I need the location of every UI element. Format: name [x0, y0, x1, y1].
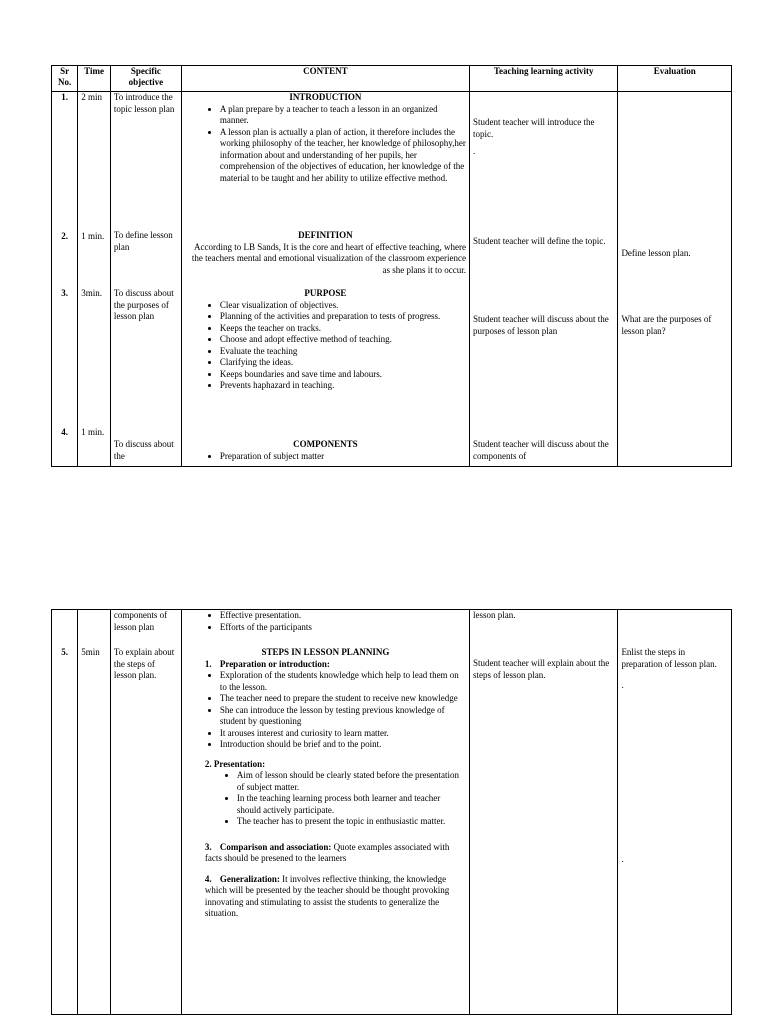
list-item: • Planning of the activities and preparation to tests of progress.	[220, 311, 466, 323]
row-activity: Student teacher will discuss about the purposes of lesson plan	[473, 314, 609, 336]
list-item: • In the teaching learning process both learner and teacher should actively participate.	[237, 793, 466, 816]
header-objective: Specific objective	[110, 66, 181, 92]
list-item: • It arouses interest and curiosity to learn matter.	[220, 728, 466, 740]
list-item: • Evaluate the teaching	[220, 346, 466, 358]
step-text: It involves reflective thinking, the knowledge which will be presented by the teacher should be thought provoking innovating and stimulating to assist the students to generalize the situation.	[204, 873, 450, 918]
list-item: • Efforts of the participants	[220, 622, 466, 634]
step-title: Comparison and association:	[219, 841, 332, 852]
list-item: • Aim of lesson should be clearly stated before the presentation of subject matter.	[237, 770, 466, 793]
row-sr: 1.	[61, 92, 68, 102]
row-evaluation: Define lesson plan.	[621, 248, 691, 258]
step-text: Quote examples associated with facts should be presened to the learners	[204, 841, 450, 863]
list-item: • Choose and adopt effective method of teaching.	[220, 334, 466, 346]
row-activity: lesson plan.	[473, 610, 516, 620]
header-activity: Teaching learning activity	[470, 66, 618, 92]
row-activity: Student teacher will define the topic.	[473, 236, 606, 246]
table-row	[52, 610, 732, 1015]
step-number: 3.	[204, 841, 212, 852]
list-item: • Keeps boundaries and save time and labours.	[220, 369, 466, 381]
row-objective: To introduce the topic lesson plan	[113, 92, 175, 114]
row-activity: Student teacher will introduce the topic.	[473, 117, 595, 139]
row-sr: 5.	[61, 647, 68, 657]
header-time: Time	[78, 66, 111, 92]
section-heading: STEPS IN LESSON PLANNING	[261, 647, 390, 657]
row-sr: 2.	[61, 230, 68, 241]
row-time: 5min	[81, 647, 100, 657]
list-item: • A lesson plan is actually a plan of action, it therefore includes the working philosophy of the teacher, her knowledge of philosophy,her information about and understanding of her pupils, her comprehension of the objectives of education, her knowledge of the material to be taught and her ability to utilize effective method.	[220, 127, 466, 185]
row-objective: To explain about the steps of lesson plan.	[113, 647, 175, 680]
step-number: 1.	[204, 658, 212, 669]
evaluation-mark: .	[621, 853, 624, 864]
row-activity-extra: .	[473, 146, 476, 156]
content-block-components	[185, 439, 466, 462]
list-item: • Keeps the teacher on tracks.	[220, 323, 466, 335]
list-item: • Prevents haphazard in teaching.	[220, 380, 466, 392]
list-item: • A plan prepare by a teacher to teach a lesson in an organized manner.	[220, 104, 466, 127]
header-content: CONTENT	[181, 66, 469, 92]
row-time: 1 min.	[81, 230, 105, 241]
row-activity: Student teacher will explain about the steps of lesson plan.	[473, 658, 610, 680]
step-number: 4.	[204, 873, 212, 884]
row-objective: To discuss about the	[113, 439, 174, 461]
list-item: • Effective presentation.	[220, 610, 466, 622]
lesson-plan-table-page-1	[51, 65, 732, 467]
content-block-purpose	[185, 288, 466, 439]
step-title: Generalization:	[219, 873, 280, 884]
list-item: • The teacher has to present the topic in enthusiastic matter.	[237, 816, 466, 828]
row-time: 2 min	[81, 92, 102, 102]
list-item: • The teacher need to prepare the student to receive new knowledge	[220, 693, 466, 705]
row-sr: 3.	[61, 288, 68, 298]
content-block-definition	[185, 230, 466, 288]
list-item: • Clear visualization of objectives.	[220, 300, 466, 312]
row-evaluation: What are the purposes of lesson plan?	[621, 314, 712, 336]
row-time: 1 min.	[81, 426, 105, 437]
row-activity: Student teacher will discuss about the components of	[473, 439, 609, 461]
table-header-row	[52, 66, 732, 92]
list-item: • Clarifying the ideas.	[220, 357, 466, 369]
row-sr: 4.	[61, 426, 68, 437]
row-evaluation: Enlist the steps in preparation of lesson plan.	[621, 647, 717, 669]
row-objective: components of lesson plan	[113, 610, 168, 632]
content-block-components-cont	[185, 610, 466, 647]
definition-text: According to LB Sands, It is the core and heart of effective teaching, where the teachers mental and emotional visualization of the classroom experience as she plans it to occur.	[191, 241, 466, 275]
header-evaluation: Evaluation	[618, 66, 732, 92]
list-item: • Exploration of the students knowledge which help to lead them on to the lesson.	[220, 670, 466, 693]
header-sr: Sr No.	[52, 66, 78, 92]
row-objective: To define lesson plan	[113, 230, 173, 252]
list-item: • Preparation of subject matter	[220, 451, 466, 463]
list-item: • Introduction should be brief and to the point.	[220, 739, 466, 751]
content-block-steps	[185, 647, 466, 920]
row-time: 3min.	[81, 288, 102, 298]
lesson-plan-table-page-2	[51, 609, 732, 1015]
content-block-introduction	[185, 92, 466, 230]
section-heading: DEFINITION	[298, 230, 353, 240]
step-title: Preparation or introduction:	[219, 658, 330, 669]
row-objective: To discuss about the purposes of lesson plan	[113, 288, 174, 321]
section-heading: PURPOSE	[304, 288, 347, 298]
step-title: 2. Presentation:	[204, 758, 266, 769]
evaluation-mark: .	[621, 680, 624, 690]
section-heading: COMPONENTS	[293, 439, 358, 449]
list-item: • She can introduce the lesson by testing previous knowledge of student by questioning	[220, 705, 466, 728]
table-row	[52, 92, 732, 467]
section-heading: INTRODUCTION	[289, 92, 362, 102]
